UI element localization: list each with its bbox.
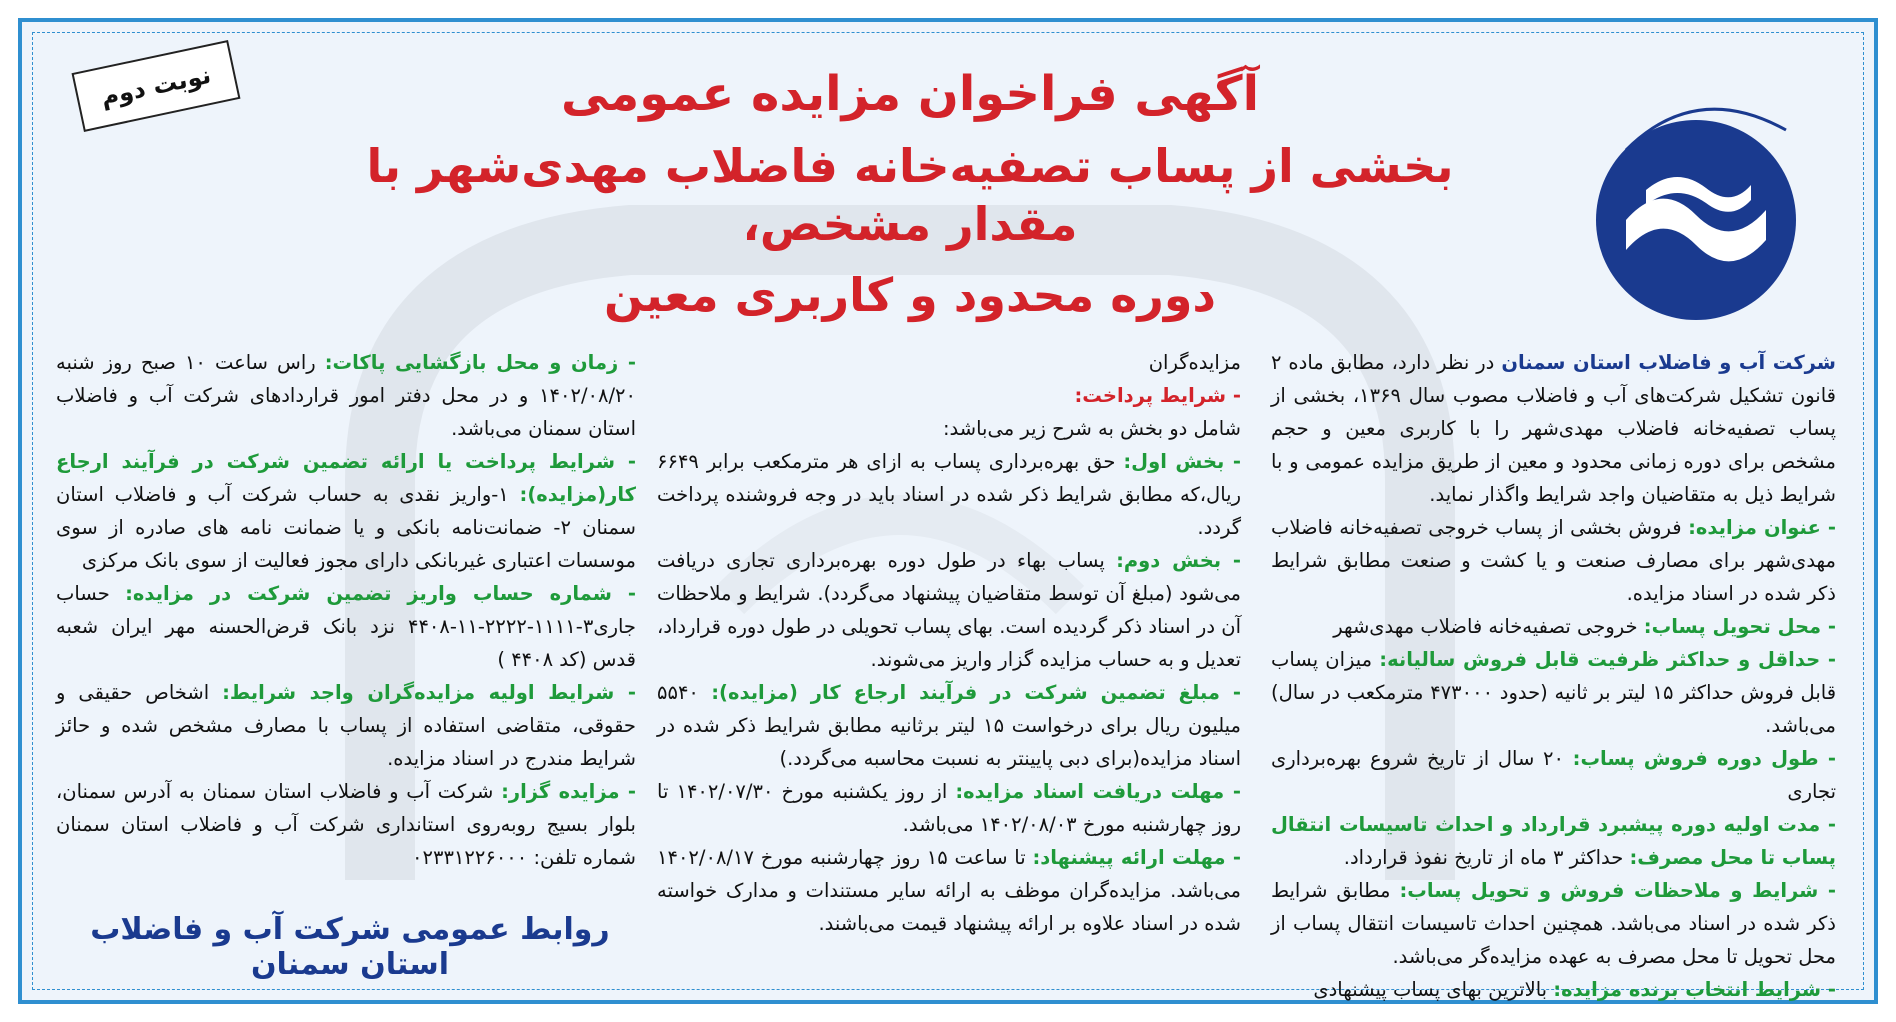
offer-lead: - مهلت ارائه پیشنهاد: (1032, 846, 1241, 869)
elig-text: اشخاص حقیقی و حقوقی، متقاضی استفاده از پساب با مصارف مشخص شده و حائز شرایط مندرج در اسناد مزایده. (56, 681, 636, 770)
column-right (1271, 346, 1836, 1006)
part1-text: حق بهره‌برداری پساب به ازای هر مترمکعب برابر ۶۶۴۹ ریال،که مطابق شرایط ذکر شده در اسناد باید در وجه فروشنده پرداخت گردد. (657, 450, 1241, 539)
account-text: حساب جاری۳-۱۱۱۱-۲۲۲۲-۱۱-۴۴۰۸ نزد بانک قرض‌الحسنه مهر ایران شعبه قدس (کد ۴۴۰۸ ) (56, 582, 636, 671)
paycond-lead: - شرایط پرداخت یا ارائه تضمین شرکت در فرآیند ارجاع کار(مزایده): (56, 450, 637, 506)
title-text: فروش بخشی از پساب خروجی تصفیه‌خانه فاضلاب مهدی‌شهر برای مصارف صنعت و یا کشت و صنعت مطابق شرایط ذکر شده در اسناد مزایده. (1271, 516, 1836, 605)
page-subtitle-line1: بخشی از پساب تصفیه‌خانه فاضلاب مهدی‌شهر با مقدار مشخص، (366, 139, 1454, 251)
part1-lead: - بخش اول: (1123, 450, 1241, 473)
prep-text: حداکثر ۳ ماه از تاریخ نفوذ قرارداد. (1343, 846, 1630, 869)
capacity-text: میزان پساب قابل فروش حداکثر ۱۵ لیتر بر ثانیه (حدود ۴۷۳۰۰۰ مترمکعب در سال) می‌باشد. (1271, 648, 1837, 737)
guarantee-lead: - مبلغ تضمین شرکت در فرآیند ارجاع کار (مزایده): (711, 681, 1241, 704)
winner-lead: - شرایط انتخاب برنده مزایده: (1553, 978, 1836, 1001)
column-left (56, 346, 636, 874)
pay-text: شامل دو بخش به شرح زیر می‌باشد: (942, 417, 1241, 440)
cond-text: مطابق شرایط ذکر شده در اسناد می‌باشد. همچنین احداث تاسیسات انتقال پساب از محل تحویل تا محل مصرف به عهده مزایده‌گر می‌باشد. (1271, 879, 1836, 968)
column-middle (657, 346, 1241, 940)
intro-text: در نظر دارد، مطابق ماده ۲ قانون تشکیل شرکت‌های آب و فاضلاب مصوب سال ۱۳۶۹، بخشی از پساب تصفیه‌خانه فاضلاب مهدی‌شهر را با کاربری معین و حجم مشخص برای دوره زمانی محدود و معین از طریق مزایده عمومی و با شرایط ذیل به متقاضیان واجد شرایط واگذار نماید. (1271, 351, 1836, 506)
offer-text: تا ساعت ۱۵ روز چهارشنبه مورخ ۱۴۰۲/۰۸/۱۷ می‌باشد. مزایده‌گران موظف به ارائه سایر مستندات و مدارک خواسته شده در اسناد علاوه بر ارائه پیشنهاد قیمت می‌باشند. (657, 846, 1241, 935)
continuation-text: مزایده‌گران (1148, 351, 1241, 374)
org-lead: - مزایده گزار: (501, 780, 636, 803)
page-title: آگهی فراخوان مزایده عمومی (560, 66, 1260, 122)
part2-text: پساب بهاء در طول دوره بهره‌برداری تجاری دریافت می‌شود (مبلغ آن توسط متقاضیان پیشنهاد می‌گردد). شرایط و ملاحظات آن در اسناد ذکر گردیده است. بهای پساب تحویلی در طول دوره قرارداد، تعدیل و به حساب مزایده گزار واریز می‌شوند. (657, 549, 1241, 671)
water-company-logo-icon (1566, 70, 1826, 330)
winner-text: بالاترین بهای پساب پیشنهادی (1313, 978, 1554, 1001)
part2-lead: - بخش دوم: (1116, 549, 1241, 572)
paycond-text: ۱-واریز نقدی به حساب شرکت آب و فاضلاب استان سمنان ۲- ضمانت‌نامه بانکی و یا ضمانت نامه های صادره از سوی موسسات اعتباری غیربانکی دارای مجوز فعالیت از سوی بانک مرکزی (56, 483, 636, 572)
pay-lead: - شرایط پرداخت: (1074, 384, 1241, 407)
open-lead: - زمان و محل بازگشایی پاکات: (324, 351, 636, 374)
delivery-text: خروجی تصفیه‌خانه فاضلاب مهدی‌شهر (1333, 615, 1644, 638)
intro-lead: شرکت آب و فاضلاب استان سمنان (1501, 351, 1836, 374)
cond-lead: - شرایط و ملاحظات فروش و تحویل پساب: (1399, 879, 1836, 902)
guarantee-text: ۵۵۴۰ میلیون ریال برای درخواست ۱۵ لیتر برثانیه مطابق شرایط ذکر شده در اسناد مزایده(برای دبی پایینتر به نسبت محاسبه می‌گردد.) (657, 681, 1242, 770)
period-text: ۲۰ سال از تاریخ شروع بهره‌برداری تجاری (1271, 747, 1836, 803)
title-lead: - عنوان مزایده: (1688, 516, 1836, 539)
delivery-lead: - محل تحویل پساب: (1643, 615, 1836, 638)
elig-lead: - شرایط اولیه مزایده‌گران واجد شرایط: (222, 681, 636, 704)
title-block (360, 64, 1460, 325)
docs-text: از روز یکشنبه مورخ ۱۴۰۲/۰۷/۳۰ تا روز چهارشنبه مورخ ۱۴۰۲/۰۸/۰۳ می‌باشد. (657, 780, 1241, 836)
open-text: راس ساعت ۱۰ صبح روز شنبه ۱۴۰۲/۰۸/۲۰ و در محل دفتر امور قراردادهای شرکت آب و فاضلاب استان سمنان می‌باشد. (56, 351, 636, 440)
page-subtitle-line2: دوره محدود و کاربری معین (603, 268, 1217, 322)
account-lead: - شماره حساب واریز تضمین شرکت در مزایده: (125, 582, 636, 605)
capacity-lead: - حداقل و حداکثر ظرفیت قابل فروش سالیانه: (1379, 648, 1836, 671)
docs-lead: - مهلت دریافت اسناد مزایده: (955, 780, 1241, 803)
org-text: شرکت آب و فاضلاب استان سمنان به آدرس سمنان، بلوار بسیج روبه‌روی استانداری شرکت آب و فاضلاب استان سمنان شماره تلفن: ۰۲۳۳۱۲۲۶۰۰۰ (56, 780, 636, 869)
signature: روابط عمومی شرکت آب و فاضلاب استان سمنان (90, 912, 610, 982)
round-badge: نوبت دوم (72, 40, 241, 132)
period-lead: - طول دوره فروش پساب: (1572, 747, 1836, 770)
prep-lead: - مدت اولیه دوره پیشبرد قرارداد و احداث تاسیسات انتقال پساب تا محل مصرف: (1271, 813, 1836, 869)
